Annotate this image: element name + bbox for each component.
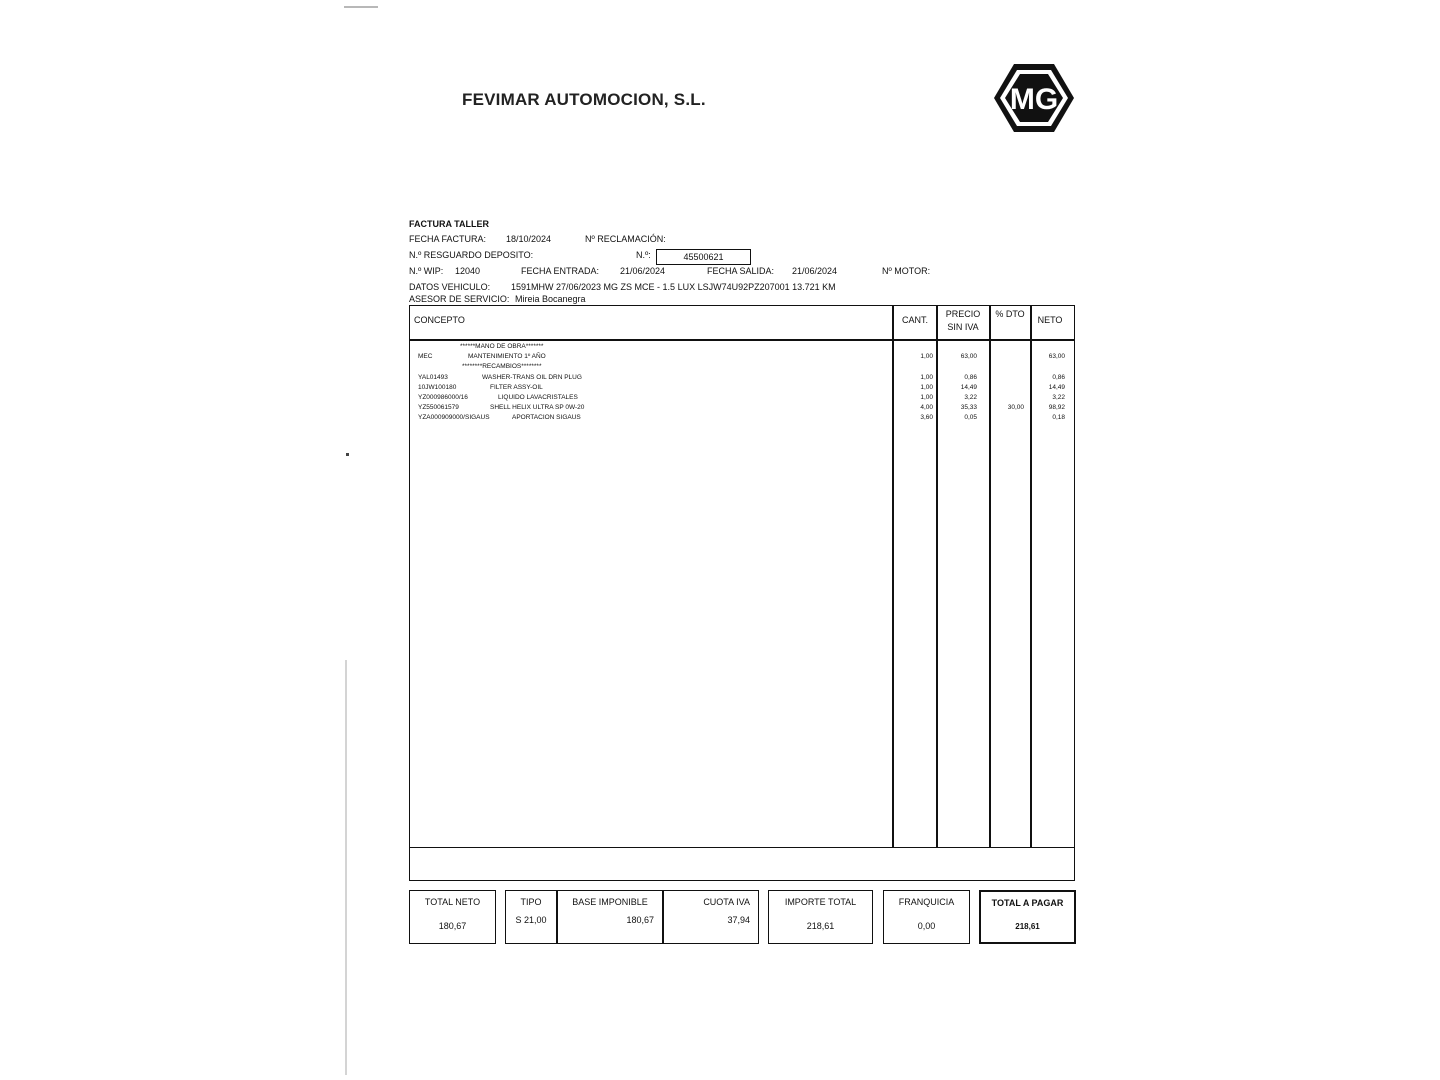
table-row: YZ000986000/16 LIQUIDO LAVACRISTALES 1,00 3,22 3,22	[418, 394, 1065, 401]
total-neto-box: TOTAL NETO 180,67	[409, 890, 496, 944]
th-cant: CANT.	[901, 315, 928, 325]
wip-label: N.º WIP:	[409, 266, 444, 276]
footer-divider	[410, 847, 1074, 849]
header-divider	[410, 339, 1074, 341]
scan-dot	[346, 453, 349, 456]
section-parts: ********RECAMBIOS********	[462, 363, 542, 370]
fecha-factura-label: FECHA FACTURA:	[409, 234, 487, 244]
mg-logo	[992, 62, 1076, 134]
table-row: YZ550061579 SHELL HELIX ULTRA SP 0W-20 4,00 35,33 30,00 98,92	[418, 404, 1065, 411]
fecha-salida-label: FECHA SALIDA:	[707, 266, 775, 276]
wip-value: 12040	[455, 266, 481, 276]
motor-label: Nº MOTOR:	[882, 266, 931, 276]
company-name: FEVIMAR AUTOMOCION, S.L.	[462, 90, 706, 109]
asesor-label: ASESOR DE SERVICIO:	[409, 294, 510, 304]
importe-total-box: IMPORTE TOTAL 218,61	[768, 890, 873, 944]
numero-label: N.º:	[636, 250, 651, 260]
table-row: 10JW100180 FILTER ASSY-OIL 1,00 14,49 14,49	[418, 384, 1065, 391]
th-neto: NETO	[1037, 315, 1063, 325]
base-imponible-box: BASE IMPONIBLE 180,67	[557, 890, 663, 944]
total-a-pagar-box: TOTAL A PAGAR 218,61	[979, 890, 1076, 944]
table-row: YZA000909000/SIGAUS APORTACION SIGAUS 3,60 0,05 0,18	[418, 414, 1065, 421]
franquicia-box: FRANQUICIA 0,00	[883, 890, 970, 944]
concept-table	[409, 305, 1075, 881]
th-precio: PRECIO SIN IVA	[945, 309, 981, 332]
logo-text: MG	[1009, 83, 1059, 116]
vehiculo-data: 1591MHW 27/06/2023 MG ZS MCE - 1.5 LUX LSJW74U92PZ207001 13.721 KM	[511, 282, 836, 292]
section-labor: ******MANO DE OBRA*******	[460, 343, 544, 350]
resguardo-label: N.º RESGUARDO DEPOSITO:	[409, 250, 534, 260]
tipo-box: TIPO S 21,00	[505, 890, 557, 944]
th-dto: % DTO	[995, 309, 1025, 319]
scan-line-top	[344, 6, 378, 8]
th-concepto: CONCEPTO	[414, 315, 465, 325]
asesor-name: Mireia Bocanegra	[515, 294, 586, 304]
fecha-entrada: 21/06/2024	[620, 266, 666, 276]
cuota-iva-box: CUOTA IVA 37,94	[663, 890, 759, 944]
reclamacion-label: Nº RECLAMACIÓN:	[585, 234, 666, 244]
fecha-entrada-label: FECHA ENTRADA:	[521, 266, 600, 276]
scan-line-left	[345, 660, 347, 1075]
invoice-number: 45500621	[656, 249, 751, 265]
table-row: YAL01493 WASHER-TRANS OIL DRN PLUG 1,00 0,86 0,86	[418, 374, 1065, 381]
table-row: MEC MANTENIMIENTO 1º AÑO 1,00 63,00 63,00	[418, 353, 1065, 360]
vehiculo-label: DATOS VEHICULO:	[409, 282, 491, 292]
fecha-salida: 21/06/2024	[792, 266, 838, 276]
invoice-title: FACTURA TALLER	[409, 219, 489, 229]
fecha-factura: 18/10/2024	[506, 234, 552, 244]
